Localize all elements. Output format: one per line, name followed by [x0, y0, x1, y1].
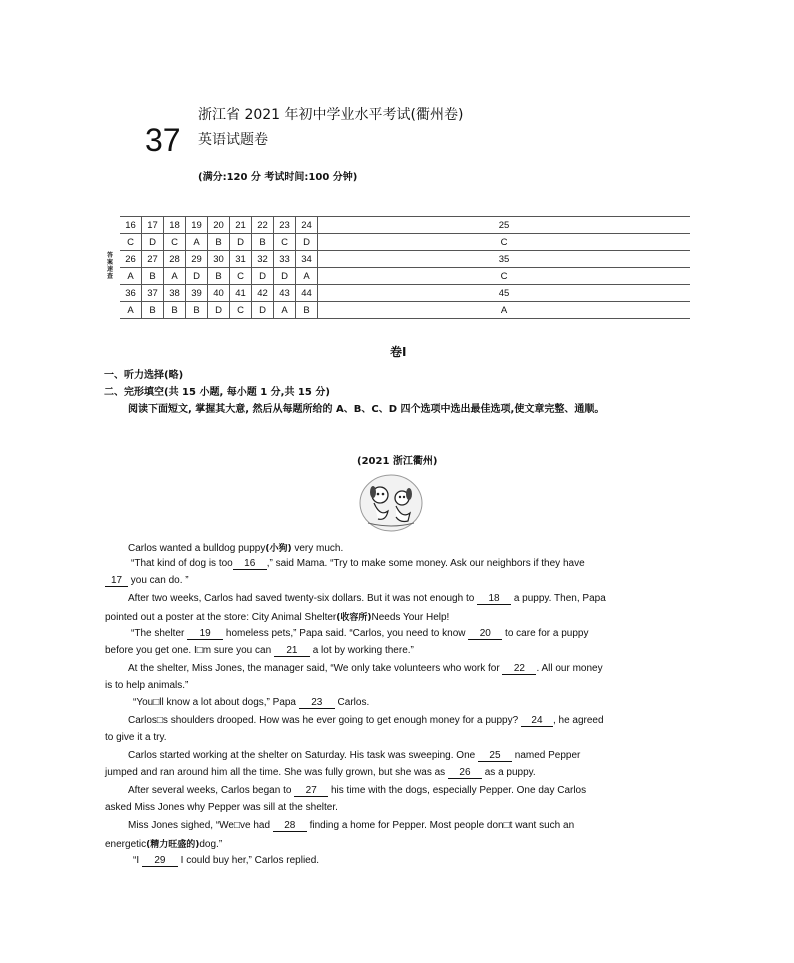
- answer-key-label: 答案速查: [106, 252, 113, 280]
- answer-key-cell: D: [142, 234, 164, 251]
- answer-key-table: [120, 216, 690, 319]
- answer-key-cell: B: [164, 302, 186, 319]
- answer-key-cell: A: [120, 302, 142, 319]
- answer-key-cell: B: [208, 268, 230, 285]
- score-info: (满分:120 分 考试时间:100 分钟): [198, 172, 358, 183]
- blank-27[interactable]: 27: [294, 785, 328, 797]
- section-listening: 一、听力选择(略): [104, 370, 184, 381]
- answer-key-row: [120, 234, 690, 251]
- answer-key-cell: B: [296, 302, 318, 319]
- blank-26[interactable]: 26: [448, 767, 482, 779]
- passage-line: asked Miss Jones why Pepper was sill at the shelter.: [105, 802, 338, 813]
- blank-18[interactable]: 18: [477, 593, 511, 605]
- answer-key-cell: D: [252, 268, 274, 285]
- exam-subtitle: 英语试题卷: [198, 132, 268, 148]
- answer-key-cell: B: [252, 234, 274, 251]
- answer-key-cell: 21: [230, 217, 252, 234]
- instruction: 阅读下面短文, 掌握其大意, 然后从每题所给的 A、B、C、D 四个选项中选出最佳选项,使文章完整、通顺。: [128, 404, 605, 415]
- passage-line: Miss Jones sighed, “We□ve had 28 finding a home for Pepper. Most people don□t want such an: [128, 820, 575, 831]
- part-heading: 卷Ⅰ: [390, 345, 407, 359]
- answer-key-cell: 42: [252, 285, 274, 302]
- answer-key-cell: D: [208, 302, 230, 319]
- answer-key-cell: D: [274, 268, 296, 285]
- passage-line: is to help animals.”: [105, 680, 189, 691]
- answer-key-cell: 41: [230, 285, 252, 302]
- blank-24[interactable]: 24: [521, 715, 553, 727]
- exam-title: 浙江省 2021 年初中学业水平考试(衢州卷): [198, 107, 464, 123]
- passage-line: jumped and ran around him all the time. She was fully grown, but she was as 26 as a puppy.: [105, 767, 536, 778]
- passage-line: “The shelter 19 homeless pets,” Papa said. “Carlos, you need to know 20 to care for a puppy: [131, 628, 589, 639]
- blank-20[interactable]: 20: [468, 628, 502, 640]
- dogs-illustration: [358, 473, 424, 533]
- section-cloze: 二、完形填空(共 15 小题, 每小题 1 分,共 15 分): [104, 387, 330, 398]
- blank-17[interactable]: 17: [105, 575, 128, 587]
- answer-key-cell: B: [142, 268, 164, 285]
- answer-key-cell: D: [296, 234, 318, 251]
- passage-line: before you get one. I□m sure you can 21 a lot by working there.”: [105, 645, 414, 656]
- blank-19[interactable]: 19: [187, 628, 223, 640]
- answer-key-cell: 29: [186, 251, 208, 268]
- answer-key-cell: B: [142, 302, 164, 319]
- answer-key-cell: 45: [318, 285, 691, 302]
- answer-key-cell: B: [208, 234, 230, 251]
- answer-key-cell: 26: [120, 251, 142, 268]
- passage-line: “That kind of dog is too 16 ,” said Mama. “Try to make some money. Ask our neighbors if they have: [131, 558, 585, 569]
- answer-key-cell: A: [274, 302, 296, 319]
- blank-23[interactable]: 23: [299, 697, 335, 709]
- answer-key-row: [120, 285, 690, 302]
- answer-key-cell: 34: [296, 251, 318, 268]
- answer-key-cell: C: [274, 234, 296, 251]
- answer-key-cell: D: [252, 302, 274, 319]
- answer-key-cell: C: [230, 268, 252, 285]
- answer-key-cell: 36: [120, 285, 142, 302]
- answer-key-cell: 16: [120, 217, 142, 234]
- question-number: 37: [145, 122, 181, 158]
- passage-line: At the shelter, Miss Jones, the manager said, “We only take volunteers who work for 22 . All our money: [128, 663, 603, 674]
- answer-key-cell: 44: [296, 285, 318, 302]
- answer-key-cell: B: [186, 302, 208, 319]
- answer-key-cell: 27: [142, 251, 164, 268]
- answer-key-row: [120, 217, 690, 234]
- blank-25[interactable]: 25: [478, 750, 512, 762]
- answer-key-cell: 43: [274, 285, 296, 302]
- answer-key-cell: A: [120, 268, 142, 285]
- answer-key-cell: 22: [252, 217, 274, 234]
- answer-key-row: [120, 302, 690, 319]
- answer-key-cell: 19: [186, 217, 208, 234]
- answer-key-row: [120, 268, 690, 285]
- answer-key-cell: C: [230, 302, 252, 319]
- blank-22[interactable]: 22: [502, 663, 536, 675]
- answer-key-cell: 37: [142, 285, 164, 302]
- answer-key-cell: 38: [164, 285, 186, 302]
- blank-21[interactable]: 21: [274, 645, 310, 657]
- passage-line: Carlos started working at the shelter on Saturday. His task was sweeping. One 25 named Pepper: [128, 750, 581, 761]
- answer-key-cell: A: [186, 234, 208, 251]
- answer-key-cell: 35: [318, 251, 691, 268]
- answer-key-cell: A: [164, 268, 186, 285]
- passage-line: Carlos wanted a bulldog puppy(小狗) very much.: [128, 543, 344, 554]
- passage-line: 17 you can do. ”: [105, 575, 189, 587]
- answer-key-cell: 25: [318, 217, 691, 234]
- answer-key-cell: 20: [208, 217, 230, 234]
- blank-28[interactable]: 28: [273, 820, 307, 832]
- answer-key-cell: D: [230, 234, 252, 251]
- answer-key-cell: D: [186, 268, 208, 285]
- answer-key-cell: 32: [252, 251, 274, 268]
- blank-29[interactable]: 29: [142, 855, 178, 867]
- answer-key-cell: 33: [274, 251, 296, 268]
- answer-key-cell: 28: [164, 251, 186, 268]
- answer-key-cell: 24: [296, 217, 318, 234]
- answer-key-cell: A: [296, 268, 318, 285]
- answer-key-cell: 23: [274, 217, 296, 234]
- passage-line: energetic(精力旺盛的)dog.”: [105, 839, 223, 850]
- source-label: (2021 浙江衢州): [357, 456, 438, 467]
- answer-key-cell: 30: [208, 251, 230, 268]
- passage-line: After several weeks, Carlos began to 27 his time with the dogs, especially Pepper. One day Carlos: [128, 785, 587, 796]
- passage-line: After two weeks, Carlos had saved twenty-six dollars. But it was not enough to 18 a puppy. Then, Papa: [128, 593, 606, 604]
- answer-key-cell: C: [318, 234, 691, 251]
- answer-key-row: [120, 251, 690, 268]
- answer-key-cell: A: [318, 302, 691, 319]
- answer-key-cell: 31: [230, 251, 252, 268]
- answer-key-cell: C: [318, 268, 691, 285]
- passage-line: to give it a try.: [105, 732, 167, 743]
- blank-16[interactable]: 16: [233, 558, 267, 570]
- passage-line: “I 29 I could buy her,” Carlos replied.: [133, 855, 320, 866]
- answer-key-cell: 40: [208, 285, 230, 302]
- passage-line: pointed out a poster at the store: City Animal Shelter(收容所)Needs Your Help!: [105, 612, 450, 623]
- answer-key-cell: 18: [164, 217, 186, 234]
- answer-key-cell: C: [120, 234, 142, 251]
- passage-line: “You□ll know a lot about dogs,” Papa 23 Carlos.: [133, 697, 370, 708]
- passage-line: Carlos□s shoulders drooped. How was he ever going to get enough money for a puppy? 24 , he agreed: [128, 715, 604, 726]
- answer-key-cell: 39: [186, 285, 208, 302]
- answer-key-cell: C: [164, 234, 186, 251]
- answer-key-cell: 17: [142, 217, 164, 234]
